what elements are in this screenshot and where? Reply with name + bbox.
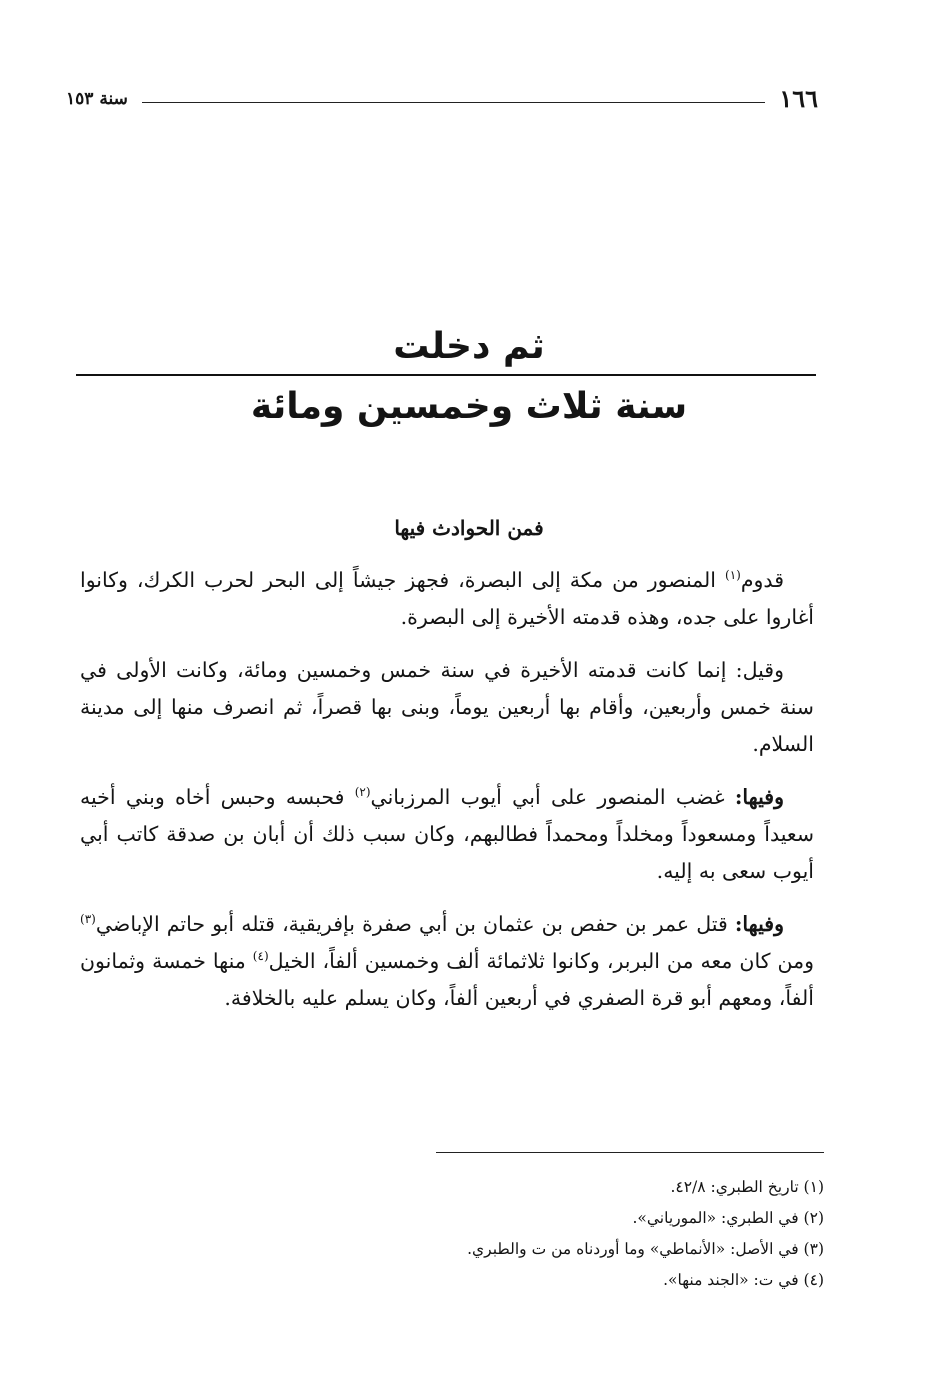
paragraph-text: قدوم — [740, 568, 784, 592]
paragraph-lead: وفيها: — [734, 785, 784, 809]
footnote: (١) تاريخ الطبري: ٤٢/٨. — [670, 1178, 824, 1196]
footnote-rule — [436, 1152, 824, 1153]
footnotes — [200, 1172, 824, 1296]
paragraph-text: ومن كان معه من البربر، وكانوا ثلاثمائة ألف وخمسين ألفاً، الخيل — [268, 949, 814, 973]
footnote: (٤) في ت: «الجند منها». — [663, 1271, 824, 1289]
running-title: سنة ١٥٣ — [66, 89, 128, 109]
header-rule — [142, 102, 766, 103]
footnote: (٣) في الأصل: «الأنماطي» وما أوردناه من ت والطبري. — [467, 1240, 824, 1258]
body-text — [80, 562, 814, 1033]
paragraph-text: غضب المنصور على أبي أيوب المرزباني — [370, 785, 735, 809]
paragraph — [80, 906, 814, 1017]
paragraph-text: فحبسه وحبس أخاه وبني أخيه سعيداً ومسعوداً ومخلداً ومحمداً فطالبهم، وكان سبب ذلك أن أبان بن صدقة كاتب أبي أيوب سعى به إليه. — [80, 785, 814, 883]
footnote-ref: (٤) — [252, 949, 269, 964]
paragraph-text: قتل عمر بن حفص بن عثمان بن أبي صفرة بإفريقية، قتله أبو حاتم الإباضي — [95, 912, 735, 936]
paragraph — [80, 652, 814, 763]
chapter-title-line2: سنة ثلاث وخمسين ومائة — [250, 386, 688, 427]
paragraph — [80, 562, 814, 636]
paragraph-lead: وفيها: — [734, 912, 784, 936]
paragraph-text: وقيل: إنما كانت قدمته الأخيرة في سنة خمس وخمسين ومائة، وكانت الأولى في سنة خمس وأربعين، وأقام بها أربعين يوماً، وبنى بها قصراً، ثم انصرف منها إلى مدينة السلام. — [80, 658, 814, 756]
title-divider — [76, 374, 816, 376]
footnote: (٢) في الطبري: «المورياني». — [632, 1209, 824, 1227]
section-heading: فمن الحوادث فيها — [394, 516, 544, 540]
footnote-ref: (٢) — [354, 785, 371, 800]
page-number: ١٦٦ — [779, 84, 818, 113]
paragraph-text: المنصور من مكة إلى البصرة، فجهز جيشاً إلى البحر لحرب الكرك، وكانوا أغاروا على جده، وهذه قدمته الأخيرة إلى البصرة. — [80, 568, 814, 629]
paragraph-text: منها خمسة وثمانون ألفاً، ومعهم أبو قرة الصفري في أربعين ألفاً، وكان يسلم عليه بالخلافة. — [80, 949, 814, 1010]
footnote-ref: (٣) — [80, 912, 96, 927]
running-header — [66, 84, 818, 114]
paragraph — [80, 779, 814, 890]
footnote-ref: (١) — [725, 568, 741, 583]
chapter-title-line1: ثم دخلت — [393, 326, 545, 367]
